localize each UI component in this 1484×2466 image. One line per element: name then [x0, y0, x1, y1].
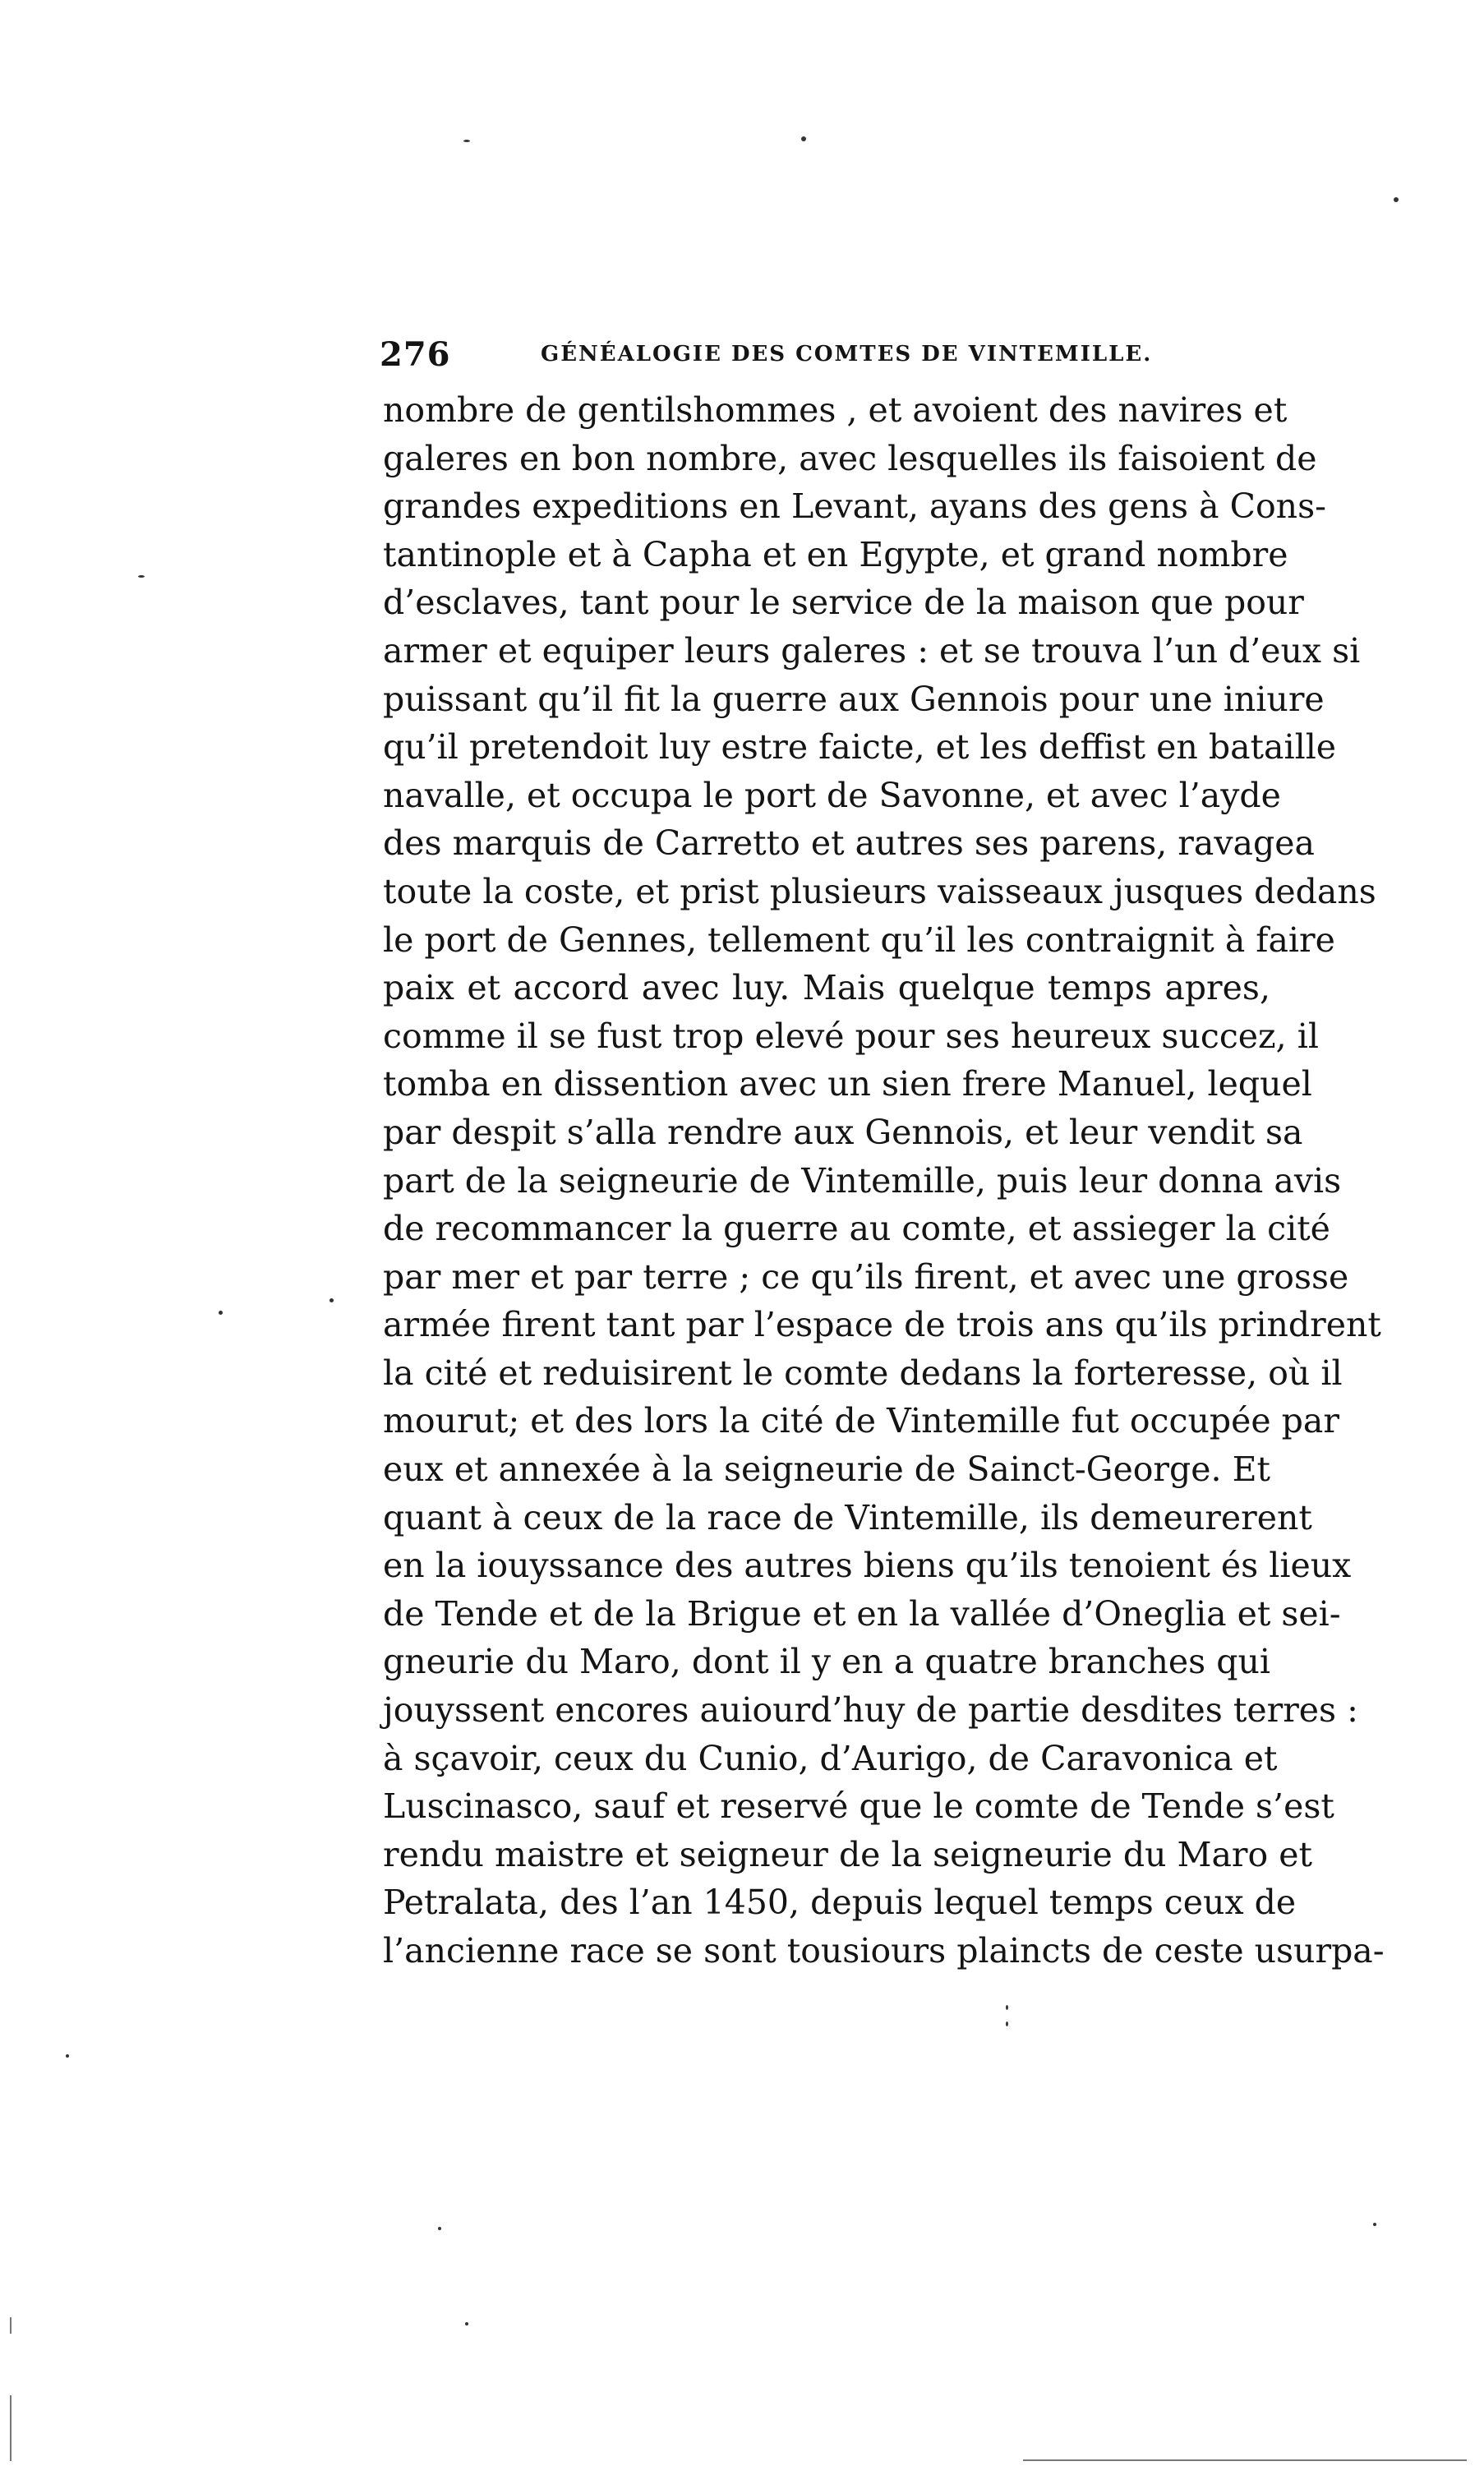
text-line: mourut; et des lors la cité de Vintemille fut occupée par [383, 1401, 1339, 1441]
text-line: Luscinasco, sauf et reservé que le comte de Tende s’est [383, 1786, 1334, 1827]
scan-speck [1394, 197, 1399, 202]
text-line: gneurie du Maro, dont il y en a quatre branches qui [383, 1642, 1270, 1682]
running-header [380, 329, 1267, 378]
page-number: 276 [380, 335, 451, 374]
text-line: quant à ceux de la race de Vintemille, ils demeurerent [383, 1497, 1312, 1537]
text-line: par despit s’alla rendre aux Gennois, et leur vendit sa [383, 1112, 1303, 1152]
text-line: de Tende et de la Brigue et en la vallée d’Oneglia et sei- [383, 1593, 1341, 1634]
text-line: l’ancienne race se sont tousiours plaincts de ceste usurpa- [383, 1931, 1385, 1970]
text-line: le port de Gennes, tellement qu’il les contraignit à faire [383, 920, 1335, 960]
text-line: comme il se fust trop elevé pour ses heureux succez, il [383, 1016, 1319, 1056]
scan-bottom-rule [1023, 2459, 1467, 2461]
text-line: toute la coste, et prist plusieurs vaisseaux jusques dedans [383, 871, 1376, 911]
text-line: paix et accord avec luy. Mais quelque temps apres, [383, 968, 1270, 1008]
text-line: jouyssent encores auiourd’huy de partie desdites terres : [383, 1690, 1358, 1731]
text-line: en la iouyssance des autres biens qu’ils tenoient és lieux [383, 1546, 1352, 1586]
scan-speck [330, 1298, 334, 1302]
text-line: nombre de gentilshommes , et avoient des navires et [383, 390, 1288, 430]
text-line: qu’il pretendoit luy estre faicte, et les deffist en bataille [383, 727, 1337, 767]
scan-speck [463, 140, 470, 142]
text-line: galeres en bon nombre, avec lesquelles ils faisoient de [383, 438, 1317, 478]
text-line: armer et equiper leurs galeres : et se trouva l’un d’eux si [383, 630, 1361, 671]
scan-speck [1373, 2223, 1376, 2226]
text-line: tomba en dissention avec un sien frere Manuel, lequel [383, 1064, 1312, 1104]
text-line: d’esclaves, tant pour le service de la maison que pour [383, 583, 1304, 623]
scan-edge-mark [10, 2317, 12, 2334]
scan-speck [801, 136, 806, 141]
text-line: par mer et par terre ; ce qu’ils firent, et avec une grosse [383, 1256, 1349, 1297]
text-line: Petralata, des l’an 1450, depuis lequel temps ceux de [383, 1883, 1297, 1923]
text-line: navalle, et occupa le port de Savonne, et avec l’ayde [383, 775, 1281, 815]
text-line: armée firent tant par l’espace de trois ans qu’ils prindrent [383, 1305, 1381, 1345]
text-line: de recommancer la guerre au comte, et assieger la cité [383, 1209, 1330, 1249]
scan-speck [1006, 2021, 1008, 2026]
text-line: à sçavoir, ceux du Cunio, d’Aurigo, de Caravonica et [383, 1738, 1278, 1778]
scan-speck [438, 2227, 441, 2230]
text-line: part de la seigneurie de Vintemille, puis leur donna avis [383, 1160, 1342, 1201]
scan-speck [1006, 2005, 1008, 2010]
scan-speck [219, 1311, 223, 1315]
text-line: eux et annexée à la seigneurie de Sainct-George. Et [383, 1450, 1270, 1490]
text-line: tantinople et à Capha et en Egypte, et grand nombre [383, 534, 1288, 574]
scan-speck [138, 575, 145, 578]
scan-speck [66, 2054, 69, 2058]
body-text [383, 386, 1385, 1975]
scan-speck [465, 2322, 468, 2325]
text-line: rendu maistre et seigneur de la seigneurie du Maro et [383, 1834, 1312, 1874]
running-title: GÉNÉALOGIE DES COMTES DE VINTEMILLE. [541, 342, 1153, 366]
scan-edge-mark [10, 2395, 12, 2461]
text-line: puissant qu’il fit la guerre aux Gennois pour une iniure [383, 679, 1325, 719]
text-line: la cité et reduisirent le comte dedans la forteresse, où il [383, 1353, 1343, 1393]
text-line: grandes expeditions en Levant, ayans des gens à Cons- [383, 486, 1326, 527]
text-line: des marquis de Carretto et autres ses parens, ravagea [383, 823, 1315, 864]
